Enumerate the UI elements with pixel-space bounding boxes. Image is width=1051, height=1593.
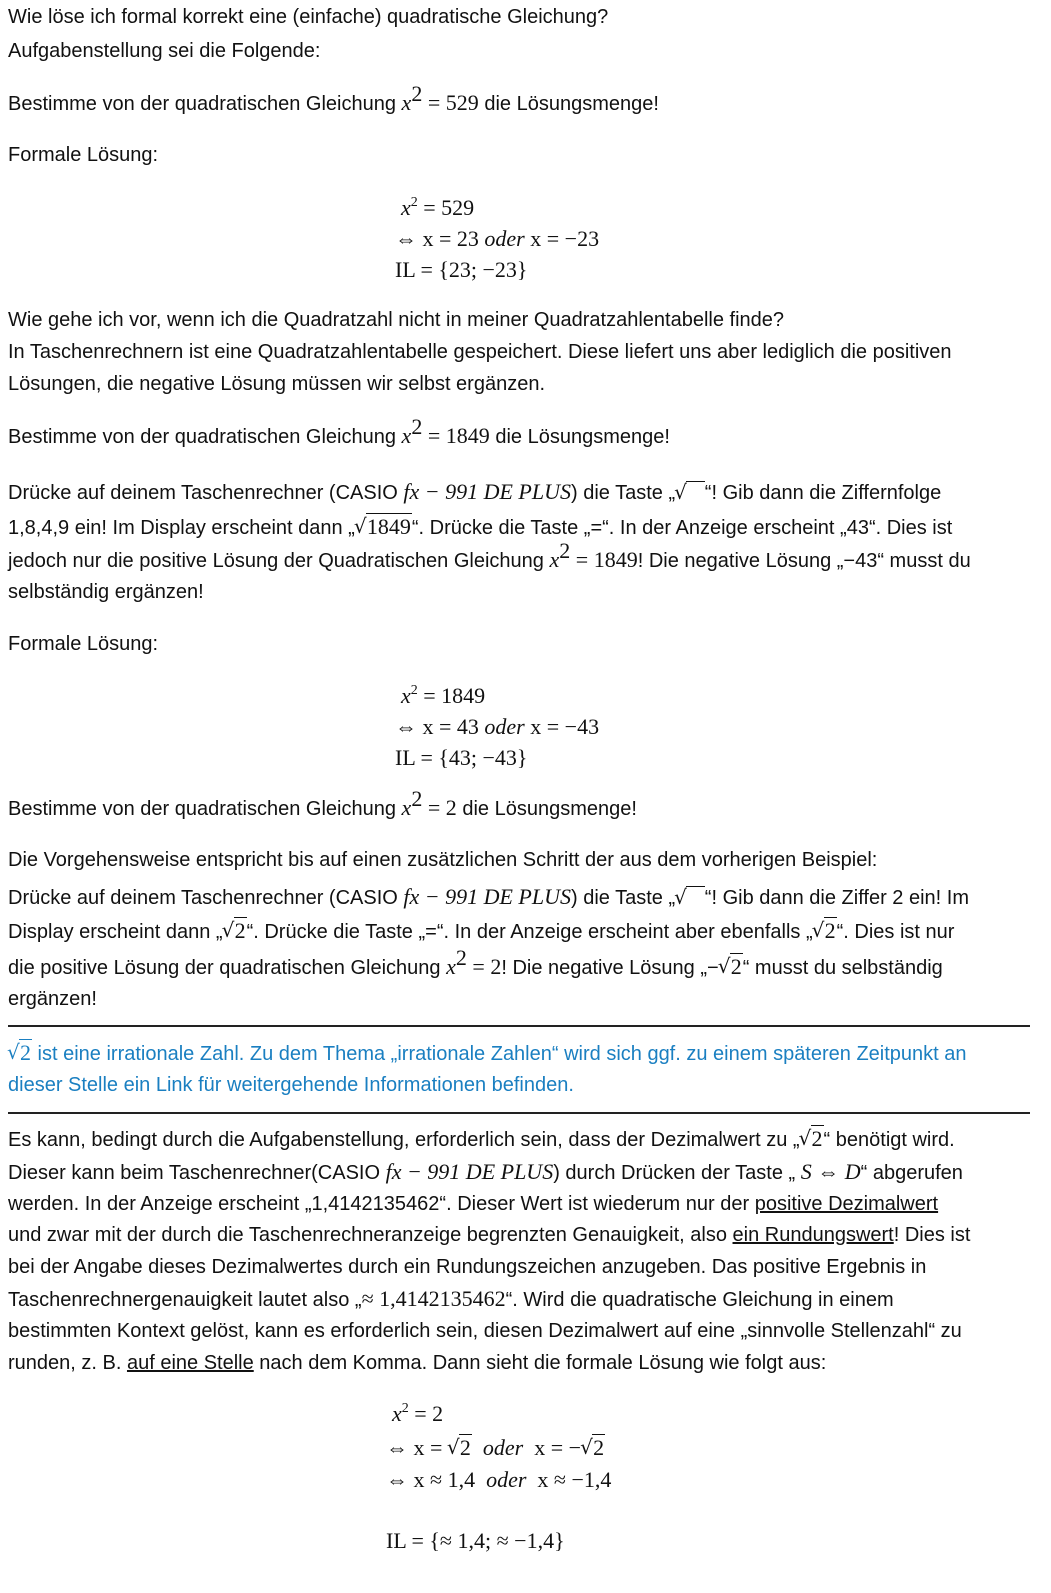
calc-1-line-4: selbständig ergänzen! [8, 581, 204, 603]
dec-line-7: bestimmten Kontext gelöst, kann es erforderlich sein, diesen Dezimalwert auf eine „sinnvolle Stellenzahl“ zu [8, 1320, 962, 1342]
solution-3-line-3: ⇔ x ≈ 1,4 oder x ≈ −1,4 [386, 1467, 612, 1492]
solution-3-line-1: $x^2 = 2$ [392, 1401, 444, 1426]
divider-top [8, 1025, 1030, 1027]
solution-1-line-3: IL = {23; −23} [395, 257, 528, 282]
calc-1-line-3: jedoch nur die positive Lösung der Quadratischen Gleichung $x^2 = 1849$! Die negative Lösung „−43“ musst du [8, 538, 971, 572]
paragraph-table-3: Lösungen, die negative Lösung müssen wir selbst ergänzen. [8, 373, 546, 395]
calc-2-line-2: Display erscheint dann „√ 2“. Drücke die Taste „=“. In der Anzeige erscheint aber ebenfalls „√ 2“. Dies ist nur [8, 918, 954, 945]
divider-bottom [8, 1112, 1030, 1114]
note-line-2: dieser Stelle ein Link für weitergehende Informationen befinden. [8, 1074, 574, 1096]
solution-1-line-2: ⇔ x = 23 oder x = −23 [395, 226, 600, 251]
task-2: Bestimme von der quadratischen Gleichung $x^2 = 1849$ die Lösungsmenge! [8, 414, 670, 448]
solution-3-line-4: IL = {≈ 1,4; ≈ −1,4} [386, 1528, 565, 1553]
dec-line-2: Dieser kann beim Taschenrechner(CASIO fx − 991 DE PLUS) durch Drücken der Taste „ S ⇔ D“ abgerufen [8, 1159, 963, 1184]
solution-2-line-3: IL = {43; −43} [395, 745, 528, 770]
dec-line-4: und zwar mit der durch die Taschenrechneranzeige begrenzten Genauigkeit, also ein Rundungswert! Dies ist [8, 1224, 971, 1246]
dec-line-1: Es kann, bedingt durch die Aufgabenstellung, erforderlich sein, dass der Dezimalwert zu „√ 2“ benötigt wird. [8, 1126, 955, 1153]
note-line-1: √ 2 ist eine irrationale Zahl. Zu dem Thema „irrationale Zahlen“ wird sich ggf. zu einem späteren Zeitpunkt an [8, 1040, 967, 1067]
heading-question: Wie löse ich formal korrekt eine (einfache) quadratische Gleichung? [8, 6, 609, 28]
calc-2-line-1: Drücke auf deinem Taschenrechner (CASIO fx − 991 DE PLUS) die Taste „√ “! Gib dann die Ziffer 2 ein! Im [8, 884, 969, 911]
formal-label-1: Formale Lösung: [8, 144, 159, 166]
paragraph-table-1: Wie gehe ich vor, wenn ich die Quadratzahl nicht in meiner Quadratzahlentabelle finde? [8, 309, 785, 331]
formal-label-2: Formale Lösung: [8, 633, 159, 655]
dec-line-3: werden. In der Anzeige erscheint „1,4142135462“. Dieser Wert ist wiederum nur der positive Dezimalwert [8, 1193, 939, 1215]
calc-2-line-0: Die Vorgehensweise entspricht bis auf einen zusätzlichen Schritt der aus dem vorherigen Beispiel: [8, 849, 878, 871]
task-1: Bestimme von der quadratischen Gleichung $x^2 = 529$ die Lösungsmenge! [8, 81, 659, 115]
calc-2-line-3: die positive Lösung der quadratischen Gleichung $x^2 = 2$! Die negative Lösung „−√ 2“ musst du selbständig [8, 954, 943, 981]
dec-line-8: runden, z. B. auf eine Stelle nach dem Komma. Dann sieht die formale Lösung wie folgt aus: [8, 1352, 827, 1374]
intro-text: Aufgabenstellung sei die Folgende: [8, 40, 321, 62]
solution-3-line-2: ⇔ x = √ 2 oder x = −√ 2 [386, 1434, 605, 1462]
calc-2-line-4: ergänzen! [8, 988, 97, 1010]
sqrt-key-icon [675, 885, 705, 911]
calc-1-line-1: Drücke auf deinem Taschenrechner (CASIO fx − 991 DE PLUS) die Taste „√ “! Gib dann die Ziffernfolge [8, 479, 941, 506]
task-3: Bestimme von der quadratischen Gleichung $x^2 = 2$ die Lösungsmenge! [8, 786, 637, 820]
solution-2-line-1: $x^2 = 1849$ [401, 683, 486, 708]
solution-1-line-1: $x^2 = 529$ [401, 195, 475, 220]
dec-line-6: Taschenrechnergenauigkeit lautet also „≈ 1,4142135462“. Wird die quadratische Gleichung in einem [8, 1286, 894, 1311]
calc-1-line-2: 1,8,4,9 ein! Im Display erscheint dann „√ 1849“. Drücke die Taste „=“. In der Anzeige erscheint „43“. Dies ist [8, 514, 952, 541]
dec-line-5: bei der Angabe dieses Dezimalwertes durch ein Rundungszeichen anzugeben. Das positive Ergebnis in [8, 1256, 927, 1278]
sqrt-key-icon [675, 480, 705, 506]
solution-2-line-2: ⇔ x = 43 oder x = −43 [395, 714, 600, 739]
paragraph-table-2: In Taschenrechnern ist eine Quadratzahlentabelle gespeichert. Diese liefert uns aber lediglich die positiven [8, 341, 952, 363]
